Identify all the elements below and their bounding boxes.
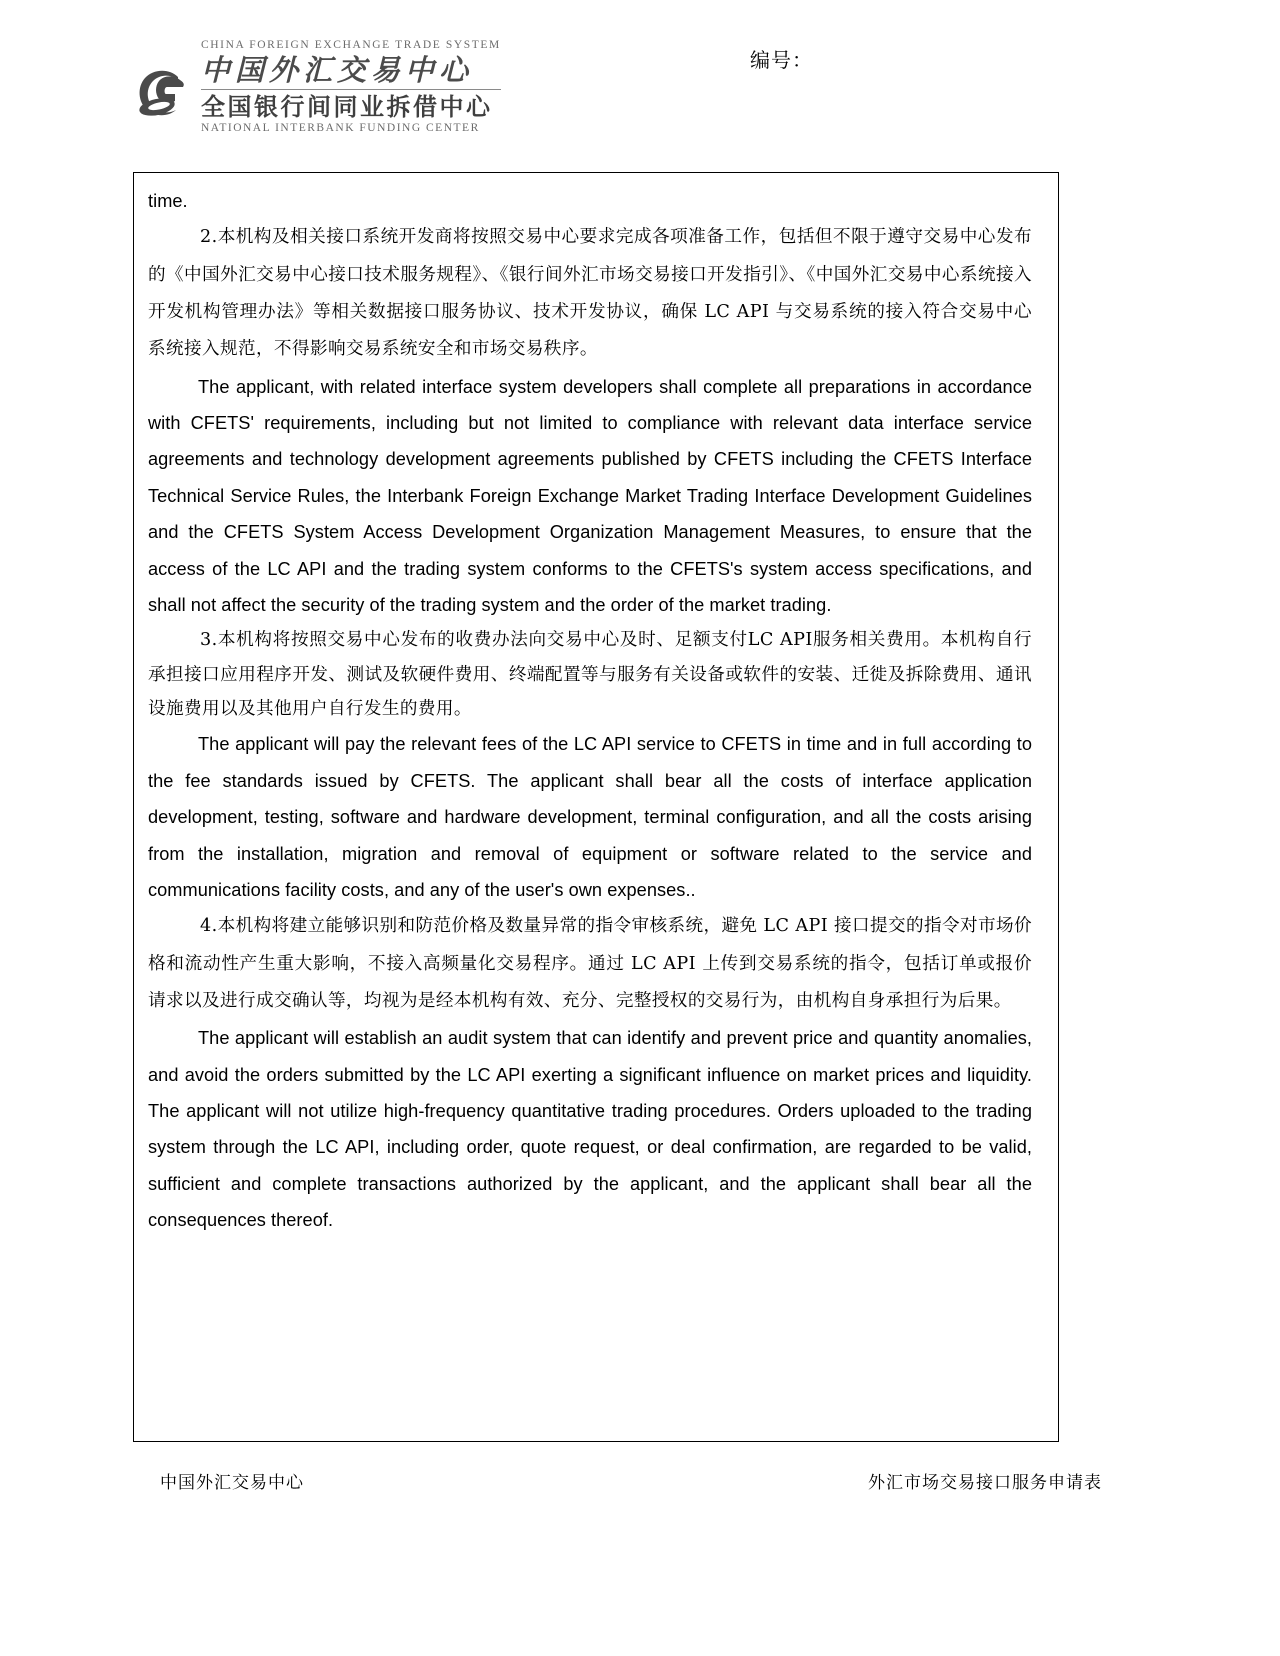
content-frame [133,172,1059,1442]
logo-english-top: CHINA FOREIGN EXCHANGE TRADE SYSTEM [201,39,501,51]
clause-4-english [148,1020,1032,1238]
clause-4-number: 4. [200,916,218,937]
footer-document-title: 外汇市场交易接口服务申请表 [868,1473,1102,1493]
clause-2-chinese-text: 本机构及相关接口系统开发商将按照交易中心要求完成各项准备工作，包括但不限于遵守交易中心发布的《中国外汇交易中心接口技术服务规程》、《银行间外汇市场交易接口开发指引》、《中国外汇交易中心系统接入开发机构管理办法》等相关数据接口服务协议、技术开发协议，确保 LC API 与交易系统的接入符合交易中心系统接入规范，不得影响交易系统安全和市场交易秩序。 [148,227,1032,360]
logo-chinese-top: 中国外汇交易中心 [201,52,474,87]
carryover-line: time. [148,191,188,211]
clause-4-chinese-text: 本机构将建立能够识别和防范价格及数量异常的指令审核系统，避免 LC API 接口提交的指令对市场价格和流动性产生重大影响，不接入高频量化交易程序。通过 LC API 上传到交易系统的指令，包括订单或报价请求以及进行成交确认等，均视为是经本机构有效、充分、完整授权的交易行为，由机构自身承担行为后果。 [148,916,1032,1011]
footer-organization: 中国外汇交易中心 [160,1473,304,1493]
serial-number-label: 编号： [750,48,813,72]
clause-4-chinese [148,908,1032,1020]
clause-3-chinese [148,623,1032,726]
clause-3-english-text: The applicant will pay the relevant fees of the LC API service to CFETS in time and in full according to the fee standards issued by CFETS. The applicant shall bear all the costs of interface application development, testing, software and hardware development, terminal configuration, and all the costs arising from the installation, migration and removal of equipment or software related to the service and communications facility costs, and any of the user's own expenses.. [148,734,1032,900]
clause-2-number: 2. [200,227,218,248]
clause-2-chinese [148,219,1032,368]
cfets-swirl-logo-icon [133,64,191,122]
page-footer [0,1468,1280,1528]
logo-english-bottom: NATIONAL INTERBANK FUNDING CENTER [201,122,480,135]
clause-2-english-text: The applicant, with related interface system developers shall complete all preparations in accordance with CFETS' requirements, including but not limited to compliance with relevant data interface service agreements and technology development agreements published by CFETS including the CFETS Interface Technical Service Rules, the Interbank Foreign Exchange Market Trading Interface Development Guidelines and the CFETS System Access Development Organization Management Measures, to ensure that the access of the LC API and the trading system conforms to the CFETS's system access specifications, and shall not affect the security of the trading system and the order of the market trading. [148,376,1032,616]
clause-3-number: 3. [200,630,218,651]
page-header [0,0,1280,150]
logo-divider [201,89,501,90]
clause-4-english-text: The applicant will establish an audit system that can identify and prevent price and quantity anomalies, and avoid the orders submitted by the LC API exerting a significant influence on market prices and liquidity. The applicant will not utilize high-frequency quantitative trading procedures. Orders uploaded to the trading system through the LC API, including order, quote request, or deal confirmation, are regarded to be valid, sufficient and complete transactions authorized by the applicant, and the applicant shall bear all the consequences thereof. [148,1028,1032,1231]
clause-3-chinese-text: 本机构将按照交易中心发布的收费办法向交易中心及时、足额支付LC API服务相关费用。本机构自行承担接口应用程序开发、测试及软硬件费用、终端配置等与服务有关设备或软件的安装、迁徙及拆除费用、通讯设施费用以及其他用户自行发生的费用。 [148,630,1032,720]
clause-3-english [148,726,1032,908]
logo-chinese-bottom: 全国银行间同业拆借中心 [201,91,493,121]
clause-2-english [148,369,1032,624]
cfets-logo-text [201,40,501,135]
cfets-logo [133,40,501,135]
